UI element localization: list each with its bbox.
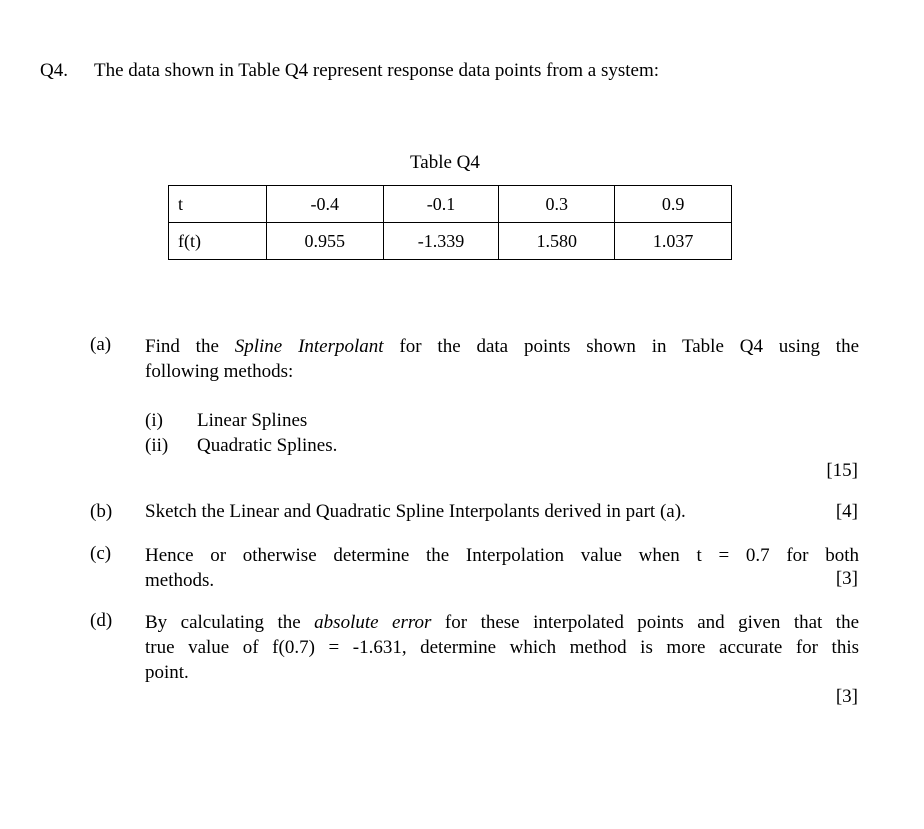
part-c-text (145, 543, 859, 593)
part-c-marks: [3] (835, 568, 858, 589)
subitem-i (145, 408, 337, 433)
subitem-num: (i) (145, 410, 163, 431)
part-d-text-after: for these interpolated points and given that the (431, 612, 860, 633)
table-cell: 0.955 (266, 223, 383, 260)
part-c-line1: Hence or otherwise determine the Interpolation value when t = 0.7 for both (145, 545, 859, 566)
table-title: Table Q4 (410, 152, 480, 173)
part-b-marks: [4] (835, 501, 858, 522)
part-d-line3: point. (145, 662, 189, 683)
row-label-t: t (169, 186, 267, 223)
subitem-num: (ii) (145, 435, 169, 456)
table-cell: 0.3 (499, 186, 615, 223)
part-a-subitems (145, 408, 337, 458)
row-label-ft: f(t) (169, 223, 267, 260)
part-a-text-before: Find the (145, 336, 235, 357)
part-b-label: (b) (90, 501, 113, 522)
part-a-marks: [15] (826, 460, 858, 481)
table-row-t (169, 186, 732, 223)
subitem-text: Linear Splines (197, 410, 308, 431)
table-cell: -1.339 (383, 223, 499, 260)
part-d-line2: true value of f(0.7) = -1.631, determine which method is more accurate for this (145, 637, 859, 658)
question-heading (40, 60, 659, 82)
subitem-text: Quadratic Splines. (197, 435, 338, 456)
part-a-label: (a) (90, 334, 112, 355)
part-d-text-before: By calculating the (145, 612, 315, 633)
part-a-text-after: for the data points shown in Table Q4 using the (383, 336, 860, 357)
table-row-ft (169, 223, 732, 260)
part-a-emphasis: Spline Interpolant (234, 336, 384, 357)
part-d-marks: [3] (835, 686, 858, 707)
table-cell: -0.1 (383, 186, 499, 223)
part-d-emphasis: absolute error (314, 612, 432, 633)
part-c-line2: methods. (145, 570, 215, 591)
data-table (168, 185, 732, 260)
question-intro: The data shown in Table Q4 represent response data points from a system: (94, 60, 660, 81)
part-c-label: (c) (90, 543, 112, 564)
part-b-text: Sketch the Linear and Quadratic Spline Interpolants derived in part (a). (145, 501, 686, 522)
table-cell: 0.9 (615, 186, 732, 223)
table-cell: 1.037 (615, 223, 732, 260)
table-cell: 1.580 (499, 223, 615, 260)
part-a-text-line2: following methods: (145, 361, 294, 382)
question-number: Q4. (40, 60, 68, 81)
part-d-text (145, 610, 859, 685)
part-d-label: (d) (90, 610, 113, 631)
subitem-ii (145, 433, 337, 458)
table-cell: -0.4 (266, 186, 383, 223)
part-a-text (145, 334, 859, 384)
